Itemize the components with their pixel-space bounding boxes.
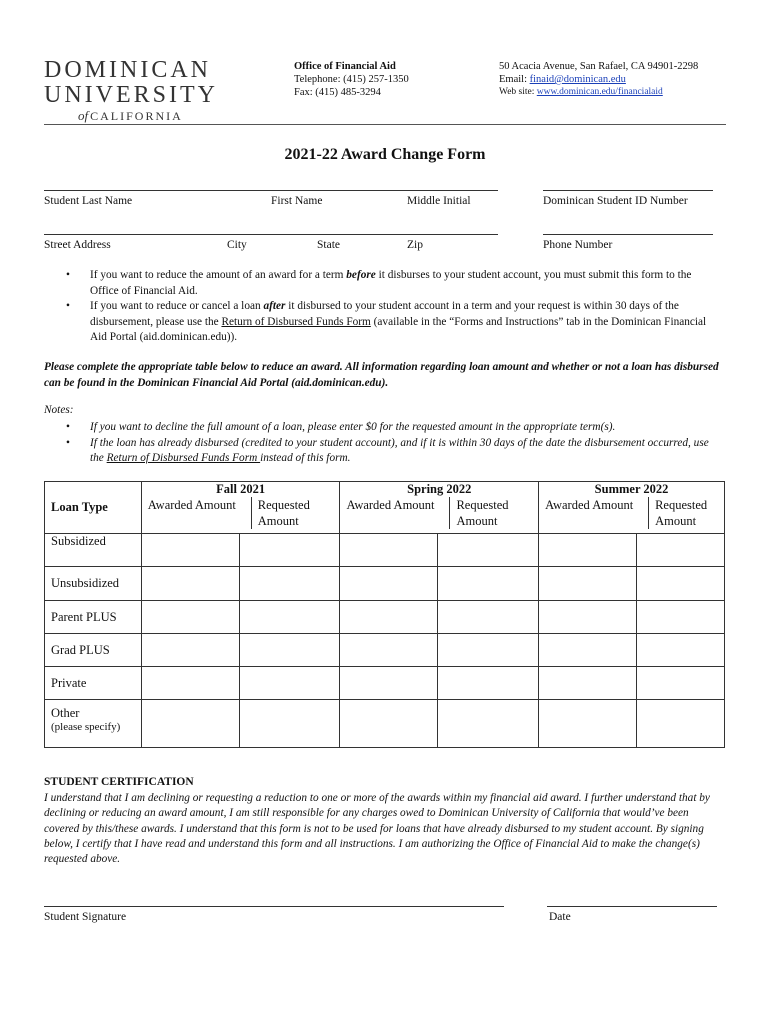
note2-text-a: If the loan has already disbursed (credited to your student account), and if it is within 30 days of the date the disbursement occurred, use the: [90, 436, 709, 464]
cell-input[interactable]: [141, 634, 239, 667]
bullet1-text-b: it disburses to your student account, you must submit this form to the Office of Financial Aid.: [90, 269, 692, 297]
cell-input[interactable]: [637, 567, 725, 601]
bullet-dot: •: [66, 421, 70, 433]
table-row: [45, 634, 725, 667]
cell-input[interactable]: [539, 601, 637, 634]
label-state: State: [317, 239, 340, 251]
label-student-signature: Student Signature: [44, 911, 127, 923]
label-student-last-name: Student Last Name: [44, 195, 133, 207]
email-link[interactable]: finaid@dominican.edu: [529, 74, 626, 85]
label-student-id: Dominican Student ID Number: [543, 195, 688, 207]
label-middle-initial: Middle Initial: [407, 195, 471, 207]
table-row: [45, 567, 725, 601]
spring-awarded-header: Awarded Amount: [340, 497, 450, 529]
note-return-funds-link[interactable]: Return of Disbursed Funds Form: [106, 452, 261, 464]
bullet-reduce-after: [44, 299, 712, 346]
row-label-parent-plus: Parent PLUS: [45, 601, 142, 634]
cell-input[interactable]: [438, 634, 539, 667]
header-divider: [44, 124, 726, 125]
cell-input[interactable]: [340, 534, 438, 567]
web-label: Web site:: [499, 87, 537, 97]
logo-of: of: [78, 108, 89, 123]
cell-input[interactable]: [239, 601, 340, 634]
header-term-fall: [141, 482, 340, 534]
cell-input[interactable]: [438, 601, 539, 634]
label-city: City: [227, 239, 247, 251]
note-already-disbursed: [44, 436, 716, 467]
table-header-row: [45, 482, 725, 534]
cell-input[interactable]: [141, 567, 239, 601]
cell-input[interactable]: [438, 534, 539, 567]
name-fill-line[interactable]: [44, 190, 498, 191]
row-label-unsubsidized: Unsubsidized: [45, 567, 142, 601]
contact-info: [499, 60, 698, 99]
bullet2-text-c: (available in the “Forms and Instructions” tab in the Dominican Financial Aid Portal (aid.dominican.edu)).: [90, 315, 707, 343]
cell-input[interactable]: [340, 567, 438, 601]
fall-awarded-header: Awarded Amount: [142, 497, 252, 529]
header-loan-type: Loan Type: [45, 482, 142, 534]
note-decline-full: [44, 420, 716, 436]
fall-requested-header: Requested Amount: [257, 498, 310, 528]
university-logo: [44, 58, 218, 124]
return-funds-link[interactable]: Return of Disbursed Funds Form: [221, 315, 371, 328]
row-label-private: Private: [45, 667, 142, 700]
cell-input[interactable]: [539, 567, 637, 601]
bullet-dot: •: [66, 436, 70, 449]
contact-address: 50 Acacia Avenue, San Rafael, CA 94901-2298: [499, 61, 699, 72]
cell-input[interactable]: [141, 700, 239, 748]
term-spring-label: Spring 2022: [407, 482, 472, 496]
website-link[interactable]: www.dominican.edu/financialaid: [536, 87, 663, 97]
bullet2-emphasis: after: [263, 300, 286, 312]
office-telephone: Telephone: (415) 257-1350: [294, 74, 409, 85]
summer-requested-header: Requested Amount: [655, 498, 708, 528]
notes-list: [44, 420, 716, 467]
summer-awarded-header: Awarded Amount: [539, 497, 649, 529]
cell-input[interactable]: [438, 567, 539, 601]
note1-text: If you want to decline the full amount of a loan, please enter $0 for the requested amount in the appropriate term(s).: [90, 421, 616, 433]
cell-input[interactable]: [141, 667, 239, 700]
cell-input[interactable]: [239, 700, 340, 748]
cell-input[interactable]: [637, 700, 725, 748]
logo-california-text: CALIFORNIA: [90, 109, 183, 123]
office-fax: Fax: (415) 485-3294: [294, 87, 381, 98]
other-label: Other: [51, 706, 80, 720]
row-label-other: [45, 700, 142, 748]
award-change-table: [44, 481, 725, 748]
header-term-summer: [539, 482, 725, 534]
cell-input[interactable]: [539, 700, 637, 748]
office-name: Office of Financial Aid: [294, 61, 396, 72]
bullet1-emphasis: before: [346, 269, 376, 281]
student-id-fill-line[interactable]: [543, 190, 713, 191]
notes-heading: Notes:: [44, 404, 74, 416]
instruction-bullets: [44, 268, 712, 346]
certification-heading: STUDENT CERTIFICATION: [44, 776, 194, 788]
row-label-subsidized: Subsidized: [45, 534, 142, 567]
cell-input[interactable]: [539, 634, 637, 667]
bullet1-text-a: If you want to reduce the amount of an award for a term: [90, 269, 347, 281]
table-instruction: Please complete the appropriate table below to reduce an award. All information regarding loan amount and whether or not a loan has disbursed can be found in the Dominican Financial Aid Portal (aid.dominican.edu).: [44, 361, 719, 389]
label-first-name: First Name: [271, 195, 323, 207]
logo-line-university: UNIVERSITY: [44, 82, 218, 108]
certification-text: I understand that I am declining or requesting a reduction to one or more of the awards within my financial aid award. I further understand that by declining or reducing an award amount, I am still responsible for any charges owed to Dominican University of California that would’ve been covered by this/these awards. I understand that this form is not to be used for loans that have already disbursed to my student account. By signing below, I certify that I have read and understand this form and all instructions. I am authorizing the Office of Financial Aid to make the change(s) requested above.: [44, 792, 710, 866]
cell-input[interactable]: [239, 667, 340, 700]
address-fill-line[interactable]: [44, 234, 498, 235]
table-row: [45, 700, 725, 748]
label-zip: Zip: [407, 239, 423, 251]
cell-input[interactable]: [340, 700, 438, 748]
cell-input[interactable]: [340, 601, 438, 634]
office-info: [294, 60, 409, 99]
date-fill-line[interactable]: [547, 906, 717, 907]
cell-input[interactable]: [637, 534, 725, 567]
bullet2-text-a: If you want to reduce or cancel a loan: [90, 300, 264, 312]
cell-input[interactable]: [239, 534, 340, 567]
cell-input[interactable]: [438, 667, 539, 700]
cell-input[interactable]: [539, 534, 637, 567]
page-title: 2021-22 Award Change Form: [284, 146, 486, 163]
table-row: [45, 667, 725, 700]
label-date: Date: [549, 911, 571, 923]
term-summer-label: Summer 2022: [594, 482, 669, 496]
cell-input[interactable]: [239, 634, 340, 667]
table-row: [45, 601, 725, 634]
table-row: [45, 534, 725, 567]
spring-requested-header: Requested Amount: [456, 498, 509, 528]
bullet2-text-b: it disbursed to your student account in a term and your request is within 30 days of the disbursement, please use the: [90, 300, 679, 328]
signature-fill-line[interactable]: [44, 906, 504, 907]
note2-text-b: instead of this form.: [260, 452, 351, 464]
cell-input[interactable]: [340, 634, 438, 667]
header-term-spring: [340, 482, 539, 534]
email-label: Email:: [499, 74, 530, 85]
phone-fill-line[interactable]: [543, 234, 713, 235]
cell-input[interactable]: [637, 601, 725, 634]
bullet-dot: •: [66, 300, 70, 312]
cell-input[interactable]: [340, 667, 438, 700]
logo-line-california: [78, 108, 218, 124]
label-phone-number: Phone Number: [543, 239, 613, 251]
term-fall-label: Fall 2021: [216, 482, 266, 496]
cell-input[interactable]: [637, 667, 725, 700]
bullet-reduce-before: [44, 268, 712, 299]
cell-input[interactable]: [141, 534, 239, 567]
cell-input[interactable]: [239, 567, 340, 601]
cell-input[interactable]: [141, 601, 239, 634]
label-street-address: Street Address: [44, 239, 111, 251]
cell-input[interactable]: [539, 667, 637, 700]
row-label-grad-plus: Grad PLUS: [45, 634, 142, 667]
cell-input[interactable]: [637, 634, 725, 667]
logo-line-dominican: DOMINICAN: [44, 57, 211, 83]
cell-input[interactable]: [438, 700, 539, 748]
bullet-dot: •: [66, 269, 70, 281]
other-specify-note: (please specify): [51, 721, 121, 733]
